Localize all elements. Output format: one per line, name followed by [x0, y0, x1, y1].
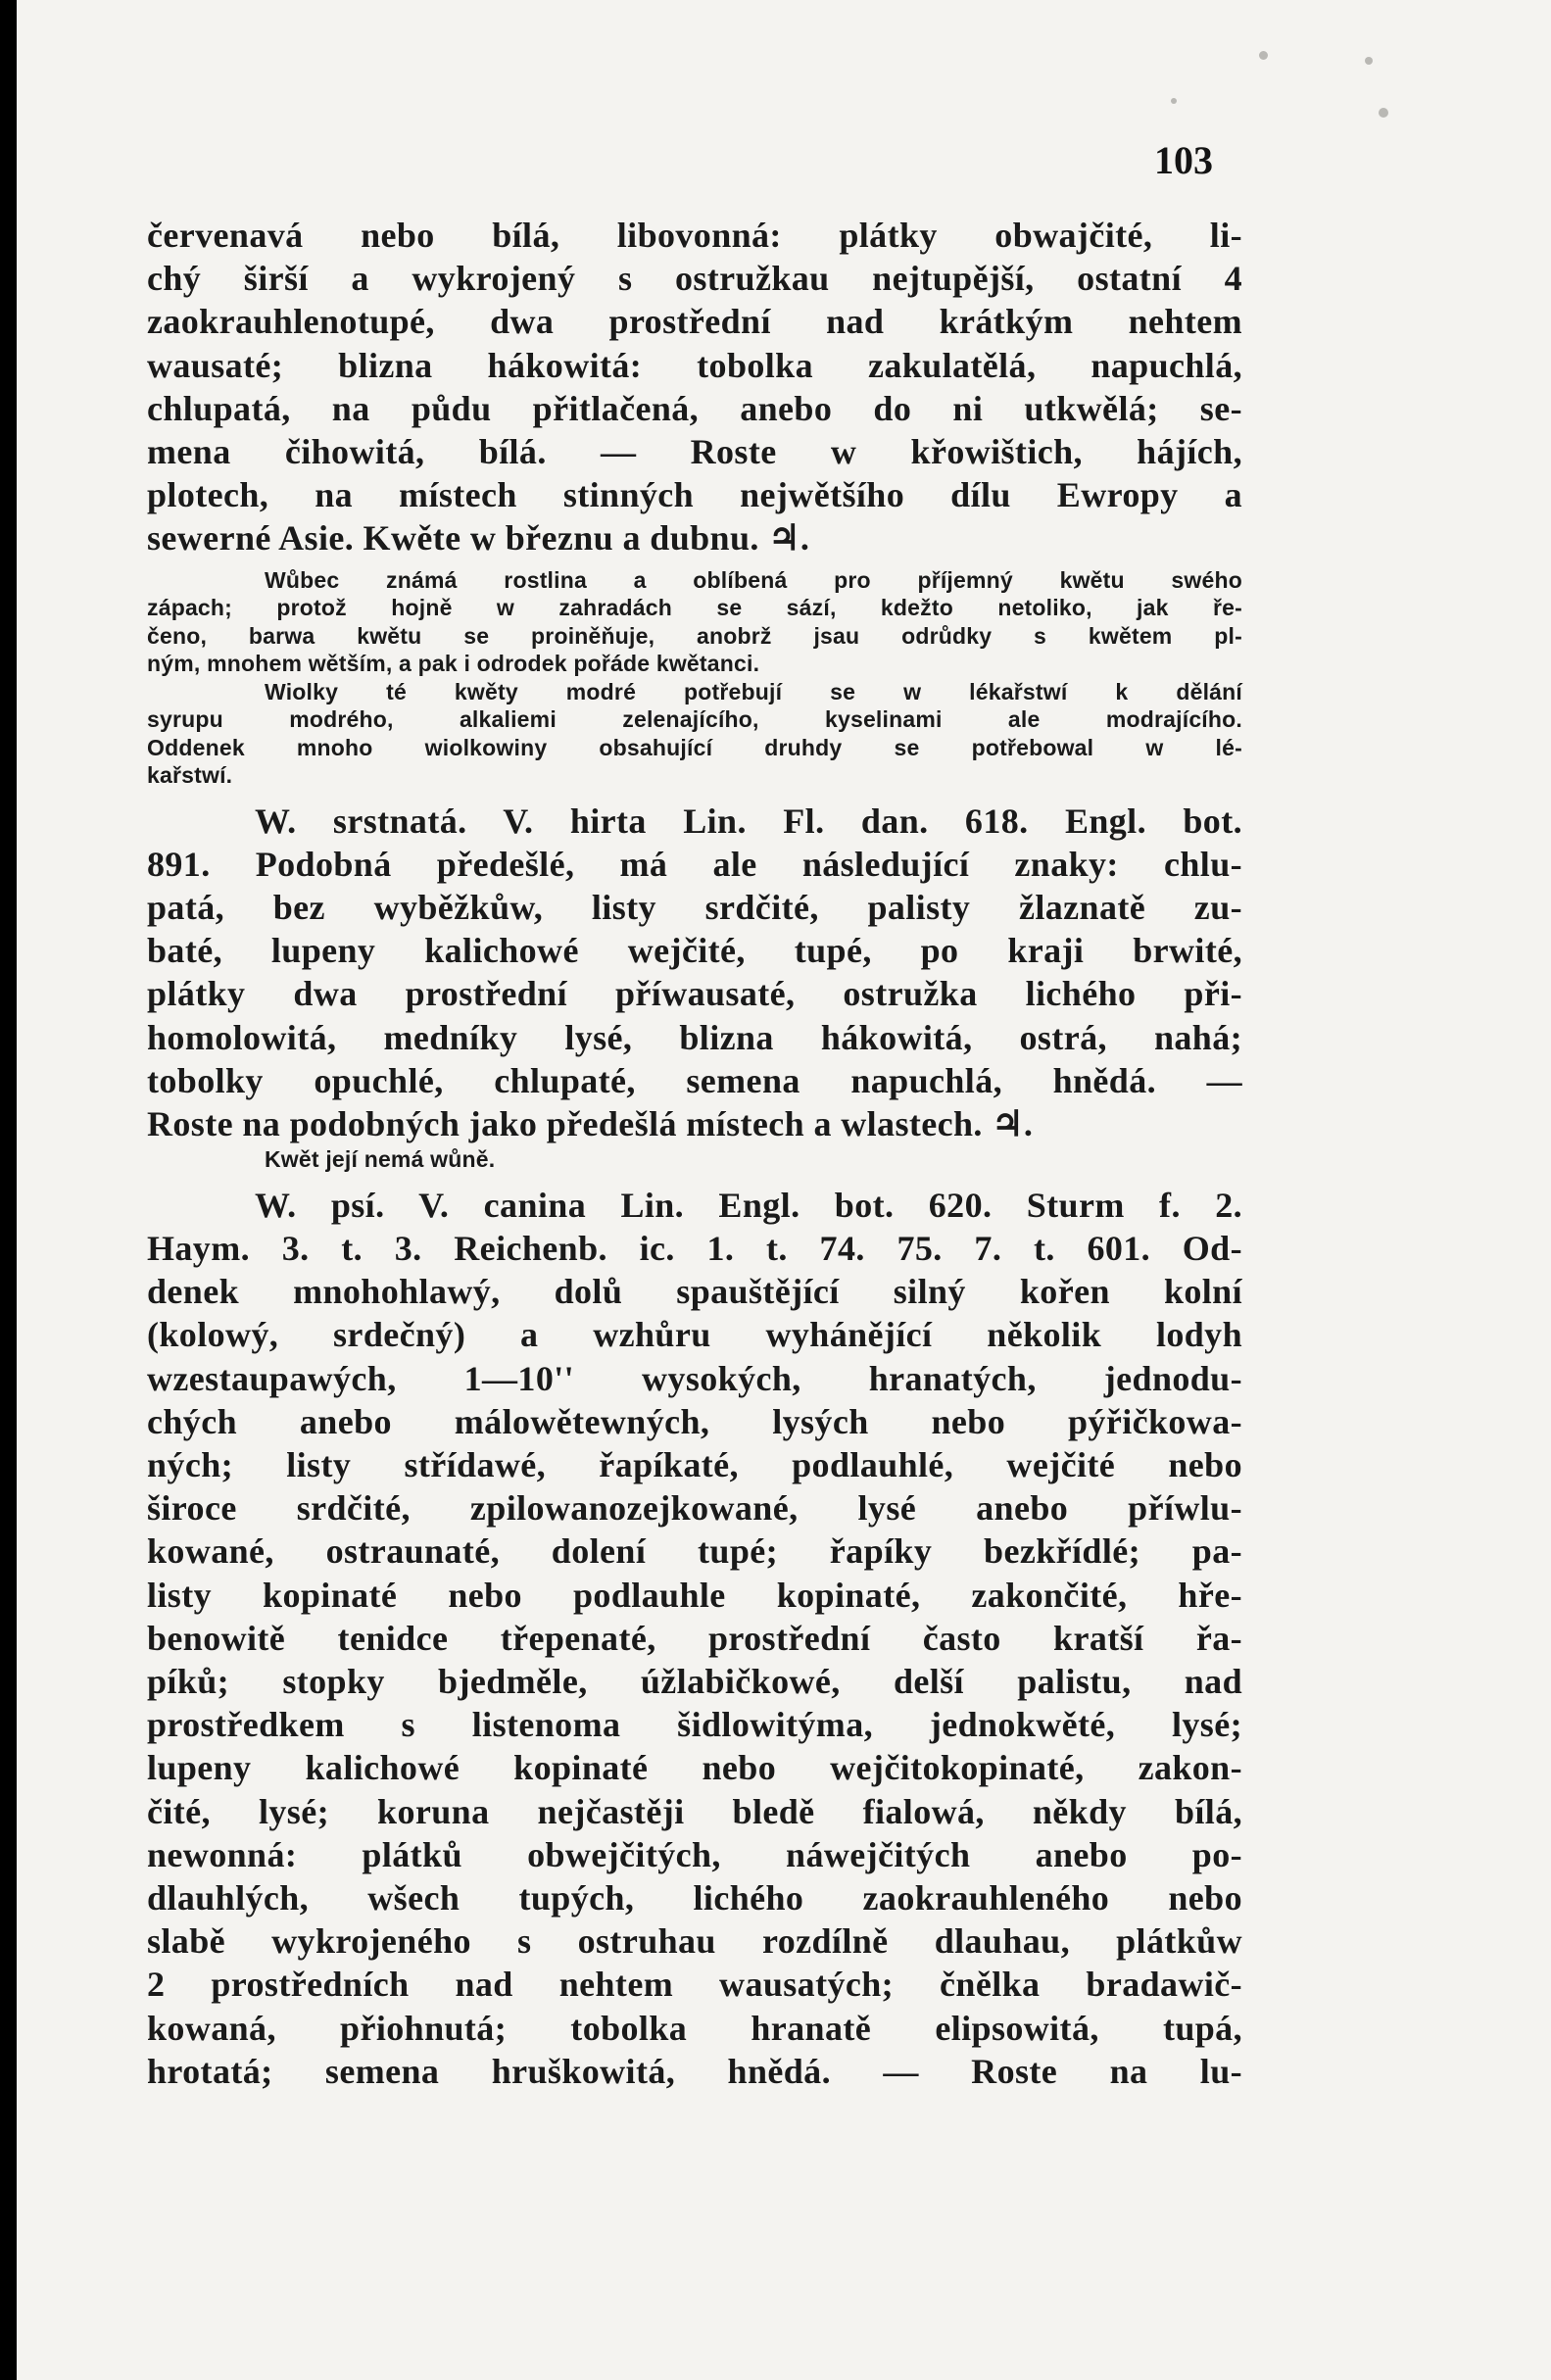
text-line: W. psí. V. canina Lin. Engl. bot. 620. Sturm f. 2.	[255, 1185, 1242, 1225]
text-line: newonná: plátků obwejčitých, náwejčitých anebo po-	[147, 1834, 1242, 1874]
text-line: (kolowý, srdečný) a wzhůru wyhánějící několik lodyh	[147, 1315, 1242, 1355]
text-line: píků; stopky bjedměle, úžlabičkowé, delší palistu, nad	[147, 1661, 1242, 1701]
text-line: Haym. 3. t. 3. Reichenb. ic. 1. t. 74. 75. 7. t. 601. Od-	[147, 1228, 1242, 1268]
page-number: 103	[1154, 138, 1213, 182]
text-line: široce srdčité, zpilowanozejkowané, lysé anebo příwlu-	[147, 1488, 1242, 1529]
note-medicine-cont	[147, 705, 1242, 790]
text-line: W. srstnatá. V. hirta Lin. Fl. dan. 618. Engl. bot.	[255, 801, 1242, 841]
text-line: chlupatá, na půdu přitlačená, anebo do ni utkwělá; se-	[147, 388, 1242, 428]
note-line: Wůbec známá rostlina a oblíbená pro příjemný kwětu swého	[265, 566, 1242, 593]
note-usage-cont	[147, 594, 1242, 678]
paragraph-viola-canina	[147, 1184, 1242, 2093]
text-line: sewerné Asie. Kwěte w březnu a dubnu. ♃.	[147, 518, 810, 559]
text-line: 891. Podobná předešlé, má ale následující znaky: chlu-	[147, 844, 1242, 884]
text-line: denek mnohohlawý, dolů spauštějící silný kořen kolní	[147, 1272, 1242, 1312]
text-line: benowitě tenidce třepenaté, prostřední často kratší řa-	[147, 1618, 1242, 1658]
note-line: Wiolky té kwěty modré potřebují se w lékařstwí k dělání	[265, 678, 1242, 704]
note-line: Oddenek mnoho wiolkowiny obsahující druhdy se potřebowal w lé-	[147, 734, 1242, 760]
text-line: chých anebo málowětewných, lysých nebo pýřičkowa-	[147, 1401, 1242, 1441]
text-line: prostředkem s listenoma šidlowitýma, jednokwěté, lysé;	[147, 1705, 1242, 1745]
paper-speck	[1379, 108, 1388, 118]
text-line: tobolky opuchlé, chlupaté, semena napuchlá, hnědá. —	[147, 1060, 1242, 1100]
text-line: slabě wykrojeného s ostruhau rozdílně dlauhau, plátkůw	[147, 1921, 1242, 1962]
paper-speck	[1171, 98, 1177, 104]
text-line: patá, bez wyběžkůw, listy srdčité, palisty žlaznatě zu-	[147, 888, 1242, 928]
text-line: čité, lysé; koruna nejčastěji bledě fialowá, někdy bílá,	[147, 1791, 1242, 1831]
text-line: wausaté; blizna hákowitá: tobolka zakulatělá, napuchlá,	[147, 345, 1242, 385]
text-line: baté, lupeny kalichowé wejčité, tupé, po kraji brwité,	[147, 931, 1242, 971]
text-line: zaokrauhlenotupé, dwa prostřední nad krátkým nehtem	[147, 302, 1242, 342]
text-line: chý širší a wykrojený s ostružkau nejtupější, ostatní 4	[147, 259, 1242, 299]
text-line: wzestaupawých, 1—10'' wysokých, hranatých, jednodu-	[147, 1358, 1242, 1398]
text-line: listy kopinaté nebo podlauhle kopinaté, zakončité, hře-	[147, 1575, 1242, 1615]
text-line: ných; listy střídawé, řapíkaté, podlauhlé, wejčité nebo	[147, 1444, 1242, 1484]
text-line: hrotatá; semena hruškowitá, hnědá. — Roste na lu-	[147, 2051, 1242, 2091]
paragraph-description	[147, 214, 1242, 560]
text-line: kowaná, přiohnutá; tobolka hranatě elipsowitá, tupá,	[147, 2008, 1242, 2048]
text-line: mena čihowitá, bílá. — Roste w křowištich, hájích,	[147, 432, 1242, 472]
text-line: plotech, na místech stinných nejwětšího dílu Ewropy a	[147, 475, 1242, 515]
note-line: čeno, barwa kwětu se proiněňuje, anobrž jsau odrůdky s kwětem pl-	[147, 622, 1242, 649]
note-line: Kwět její nemá wůně.	[265, 1146, 496, 1173]
paragraph-viola-hirta	[147, 800, 1242, 1146]
text-line: kowané, ostraunaté, dolení tupé; řapíky bezkřídlé; pa-	[147, 1531, 1242, 1572]
text-line: dlauhlých, wšech tupých, lichého zaokrauhleného nebo	[147, 1878, 1242, 1918]
text-line: červenavá nebo bílá, libovonná: plátky obwajčité, li-	[147, 216, 1242, 255]
text-line: lupeny kalichowé kopinaté nebo wejčitokopinaté, zakon-	[147, 1748, 1242, 1788]
text-line: plátky dwa prostřední příwausaté, ostružka lichého při-	[147, 974, 1242, 1014]
note-line: zápach; protož hojně w zahradách se sází, kdežto netoliko, jak ře-	[147, 595, 1242, 621]
paper-speck	[1259, 51, 1268, 60]
text-line: 2 prostředních nad nehtem wausatých; čnělka bradawič-	[147, 1965, 1242, 2005]
note-scent	[147, 1145, 1242, 1174]
paper-speck	[1365, 57, 1373, 65]
note-line: ným, mnohem wětším, a pak i odrodek pořáde kwětanci.	[147, 651, 760, 677]
body-text	[147, 214, 1242, 2093]
note-usage	[147, 566, 1242, 595]
note-line: syrupu modrého, alkaliemi zelenajícího, kyselinami ale modrajícího.	[147, 706, 1242, 733]
text-line: homolowitá, medníky lysé, blizna hákowitá, ostrá, nahá;	[147, 1017, 1242, 1057]
note-medicine	[147, 678, 1242, 706]
text-line: Roste na podobných jako předešlá místech a wlastech. ♃.	[147, 1104, 1034, 1144]
note-line: kařstwí.	[147, 762, 233, 789]
